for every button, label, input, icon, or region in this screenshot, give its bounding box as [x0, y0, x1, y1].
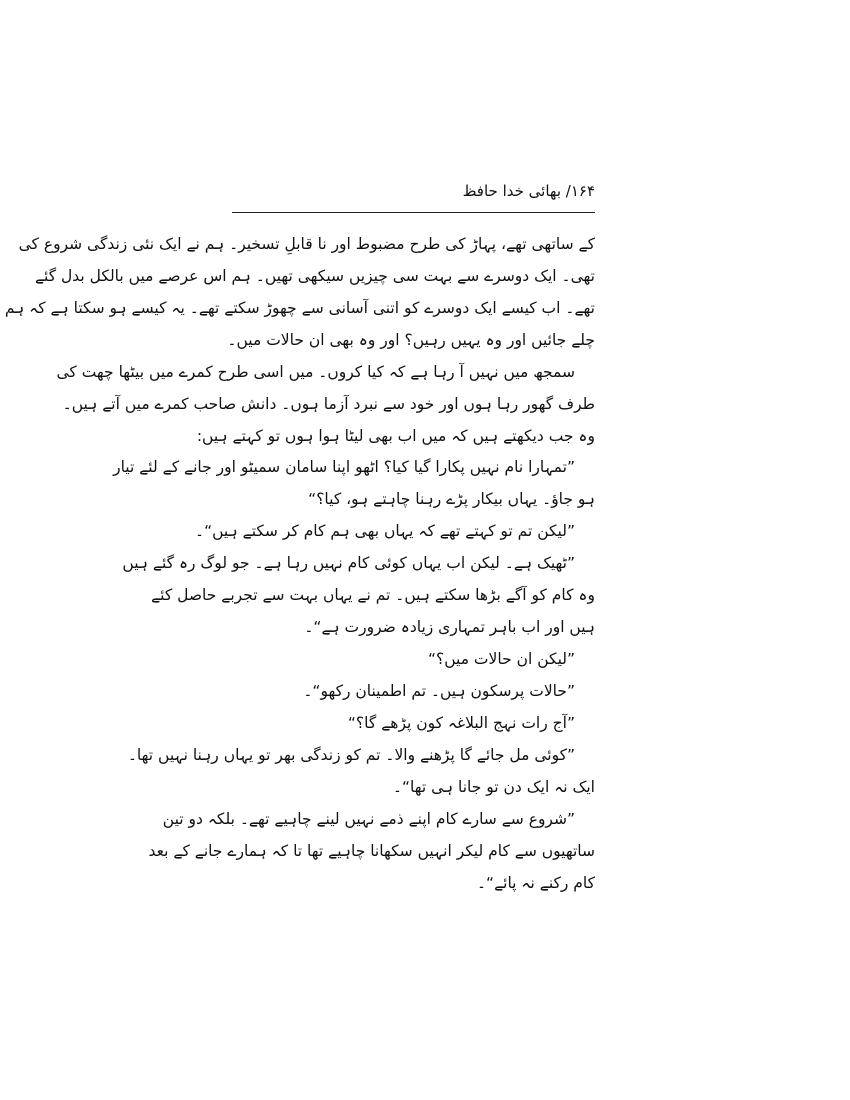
text-line: ہو جاؤ۔ یہاں بیکار پڑے رہنا چاہتے ہو، کیا؟“	[308, 490, 595, 508]
text-line: کام رکنے نہ پائے“۔	[476, 874, 595, 892]
text-line: تھی۔ ایک دوسرے سے بہت سی چیزیں سیکھی تھیں۔ ہم اس عرصے میں بالکل بدل گئے	[34, 267, 595, 285]
text-line: تھے۔ اب کیسے ایک دوسرے کو اتنی آسانی سے چھوڑ سکتے تھے۔ یہ کیسے ہو سکتا ہے کہ ہم	[4, 299, 595, 317]
text-line: ”لیکن ان حالات میں؟“	[427, 650, 575, 668]
text-line: ”حالات پرسکون ہیں۔ تم اطمینان رکھو“۔	[303, 682, 575, 700]
text-line: وہ جب دیکھتے ہیں کہ میں اب بھی لیٹا ہوا ہوں تو کہتے ہیں:	[196, 427, 595, 445]
text-line: ساتھیوں سے کام لیکر انہیں سکھانا چاہیے تھا تا کہ ہمارے جانے کے بعد	[148, 842, 595, 860]
text-line: سمجھ میں نہیں آ رہا ہے کہ کیا کروں۔ میں اسی طرح کمرے میں بیٹھا چھت کی	[56, 363, 575, 381]
text-line: کے ساتھی تھے، پہاڑ کی طرح مضبوط اور نا قابلِ تسخیر۔ ہم نے ایک نئی زندگی شروع کی	[18, 235, 595, 253]
text-line: طرف گھور رہا ہوں اور خود سے نبرد آزما ہوں۔ دانش صاحب کمرے میں آتے ہیں۔	[62, 395, 595, 413]
text-line: ”شروع سے سارے کام اپنے ذمے نہیں لینے چاہیے تھے۔ بلکہ دو تین	[162, 810, 575, 828]
text-line: ہیں اور اب باہر تمہاری زیادہ ضرورت ہے“۔	[304, 618, 595, 636]
header-rule	[232, 212, 595, 213]
text-line: ”کوئی مل جائے گا پڑھنے والا۔ تم کو زندگی بھر تو یہاں رہنا نہیں تھا۔	[127, 746, 575, 764]
running-header: ۱۶۴/ بھائی خدا حافظ	[462, 182, 595, 200]
text-line: وہ کام کو آگے بڑھا سکتے ہیں۔ تم نے یہاں بہت سے تجربے حاصل کئے	[151, 586, 595, 604]
text-line: ”ٹھیک ہے۔ لیکن اب یہاں کوئی کام نہیں رہا ہے۔ جو لوگ رہ گئے ہیں	[122, 554, 575, 572]
text-line: ”لیکن تم تو کہتے تھے کہ یہاں بھی ہم کام کر سکتے ہیں“۔	[195, 522, 575, 540]
text-line: ایک نہ ایک دن تو جانا ہی تھا“۔	[392, 778, 595, 796]
text-line: ”تمہارا نام نہیں پکارا گیا کیا؟ اٹھو اپنا سامان سمیٹو اور جانے کے لئے تیار	[113, 458, 575, 476]
text-line: چلے جائیں اور وہ یہیں رہیں؟ اور وہ بھی ان حالات میں۔	[227, 331, 595, 349]
text-line: ”آج رات نہج البلاغہ کون پڑھے گا؟“	[347, 714, 575, 732]
